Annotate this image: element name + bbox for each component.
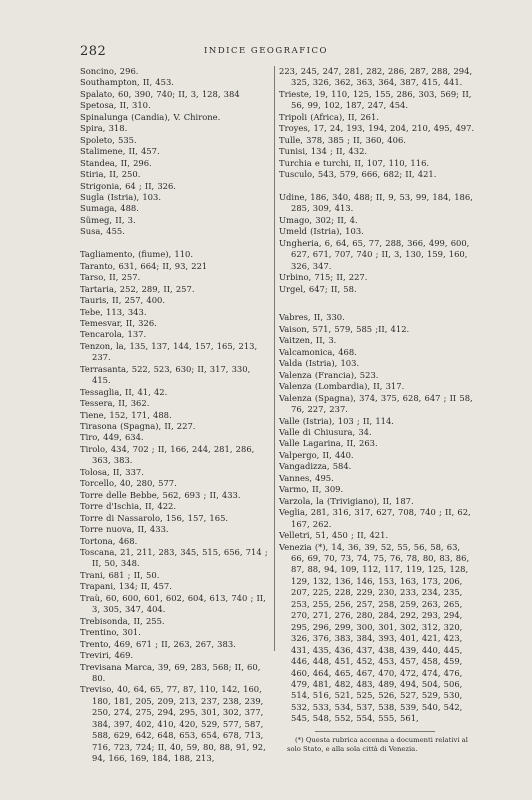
index-entry: Spinalunga (Candia), V. Chirone. xyxy=(80,111,221,122)
index-entry: Torre d'Ischia, II, 422. xyxy=(80,501,177,512)
index-entry: Troyes, 17, 24, 193, 194, 204, 210, 495, 497. xyxy=(279,123,475,134)
index-entry: Torre di Nassarolo, 156, 157, 165. xyxy=(80,512,229,523)
index-entry: Vaitzen, II, 3. xyxy=(279,335,337,346)
index-entry: Terrasanta, 522, 523, 630; II, 317, 330, 415. xyxy=(80,363,251,386)
index-entry: Valenza (Lombardia), II, 317. xyxy=(279,381,405,392)
index-entry: Trieste, 19, 110, 125, 155, 286, 303, 569; II, 56, 99, 102, 187, 247, 454. xyxy=(279,88,472,111)
index-entry: Tarso, II, 257. xyxy=(80,272,141,283)
index-entry: Umeld (Istria), 103. xyxy=(279,226,364,237)
index-entry: Tessera, II, 362. xyxy=(80,398,150,409)
index-entry: Valle Lagarina, II, 263. xyxy=(279,438,378,449)
index-entry: Taranto, 631, 664; II, 93, 221 xyxy=(80,260,208,271)
footnote-rule xyxy=(315,731,435,732)
index-entry: Trapani, 134; II, 457. xyxy=(80,581,172,592)
index-entry: Velletri, 51, 450 ; II, 421. xyxy=(279,530,389,541)
section-gap xyxy=(279,295,475,306)
index-entry: Tirasona (Spagna), II, 227. xyxy=(80,421,196,432)
index-entry: Valenza (Francia), 523. xyxy=(279,369,379,380)
index-entry: Tolosa, II, 337. xyxy=(80,466,144,477)
index-entry: Torcello, 40, 280, 577. xyxy=(80,478,177,489)
section-gap xyxy=(279,181,475,192)
index-entry: Valpergo, II, 440. xyxy=(279,449,354,460)
entries-t-continued xyxy=(279,66,475,181)
index-entry: Treviri, 469. xyxy=(80,650,134,661)
index-entry: Umago, 302; II, 4. xyxy=(279,214,358,225)
index-entry: Spetosa, II, 310. xyxy=(80,100,151,111)
index-entry: Tebe, 113, 343. xyxy=(80,306,147,317)
index-entry: Treviso, 40, 64, 65, 77, 87, 110, 142, 160, 180, 181, 205, 209, 213, 237, 238, 239, 250, 274, 275, 294, 295, 301, 302, 377, 384, 397, 402, 410, 420, 529, 577, 587, 588, 629, 642, 648, 653, 654, 678, 713, 716, 723, 724; II, 40, 59, 80, 88, 91, 92, 94, 166, 169, 184, 188, 213, xyxy=(80,684,266,764)
index-entry: Tortona, 468. xyxy=(80,535,138,546)
index-entry: Standea, II, 296. xyxy=(80,157,152,168)
left-column xyxy=(80,66,272,765)
index-entry: Tauris, II, 257, 400. xyxy=(80,295,166,306)
index-entry: Tunisi, 134 ; II, 432. xyxy=(279,146,368,157)
entries-v xyxy=(279,312,475,724)
index-entry: Torre nuova, II, 433. xyxy=(80,524,169,535)
index-entry: Varzola, la (Trivigiano), II, 187. xyxy=(279,495,414,506)
index-entry: Trevisana Marca, 39, 69, 283, 568; II, 60, 80. xyxy=(80,661,261,683)
index-entry: Vangadizza, 584. xyxy=(279,461,352,472)
index-entry: Urbino, 715; II, 227. xyxy=(279,272,368,283)
index-entry: Stalimene, II, 457. xyxy=(80,146,160,157)
index-entry: Tripoli (Africa), II, 261. xyxy=(279,111,380,122)
running-title: INDICE GEOGRAFICO xyxy=(204,46,328,56)
index-entry: Soncino, 296. xyxy=(80,66,139,76)
index-entry: Temesvar, II, 326. xyxy=(80,317,157,328)
index-entry: Torre delle Bebbe, 562, 693 ; II, 433. xyxy=(80,489,241,500)
index-entry: Ungheria, 6, 64, 65, 77, 288, 366, 499, 600, 627, 671, 707, 740 ; II, 3, 130, 159, 160, 326, 347. xyxy=(279,237,470,271)
index-entry: Tiro, 449, 634. xyxy=(80,432,144,443)
index-entry: Valcamonica, 468. xyxy=(279,346,357,357)
index-entry: Valda (Istria), 103. xyxy=(279,358,360,369)
page-number: 282 xyxy=(80,44,107,59)
index-entry: Strigonia, 64 ; II, 326. xyxy=(80,180,176,191)
index-entry: Vabres, II, 330. xyxy=(279,312,345,323)
column-divider xyxy=(274,66,275,651)
right-column xyxy=(279,66,475,754)
index-entry: Tartaria, 252, 289, II, 257. xyxy=(80,283,195,294)
footnote: (*) Questa rubrica accenna a documenti relativi al solo Stato, e alla sola città di Venezia. xyxy=(287,735,468,753)
index-entry: Sümeg, II, 3. xyxy=(80,214,136,225)
index-entry: Toscana, 21, 211, 283, 345, 515, 656, 714 ; II, 50, 348. xyxy=(80,547,268,569)
entries-u xyxy=(279,192,475,295)
index-entry: Spoleto, 535. xyxy=(80,134,137,145)
index-entry: Susa, 455. xyxy=(80,226,125,237)
index-entry: Spira, 318. xyxy=(80,123,128,134)
index-entry: Vannes, 495. xyxy=(279,472,334,483)
index-entry: Spalato, 60, 390, 740; II, 3, 128, 384 xyxy=(80,88,240,99)
index-entry: Trentino, 301. xyxy=(80,627,141,638)
index-entry: Sumaga, 488. xyxy=(80,203,139,214)
index-entry: Turchia e turchi, II, 107, 110, 116. xyxy=(279,157,430,168)
index-entry: Tiene, 152, 171, 488. xyxy=(80,409,172,420)
page-header xyxy=(0,44,532,62)
index-entry: Trani, 681 ; II, 50. xyxy=(80,569,160,580)
index-entry: Venezia (*), 14, 36, 39, 52, 55, 56, 58, 63, 66, 69, 70, 73, 74, 75, 76, 78, 80, 83, 86, 87, 88, 94, 109, 112, 117, 119, 125, 128, 129, 132, 136, 146, 153, 163, 173, 206, 207, 225, 228, 229, 230, 233, 234, 235, 253, 255, 256, 257, 258, 259, 263, 265, 270, 271, 276, 280, 284, 292, 293, 294, 295, 296, 299, 300, 301, 302, 312, 320, 326, 376, 383, 384, 393, 401, 421, 423, 431, 435, 436, 437, 438, 439, 440, 445, 446, 448, 451, 452, 453, 457, 458, 459, 460, 464, 465, 467, 470, 472, 474, 476, 479, 481, 482, 483, 489, 494, 504, 506, 514, 516, 521, 525, 526, 527, 529, 530, 532, 533, 534, 537, 538, 539, 540, 542, 545, 548, 552, 554, 555, 561, xyxy=(279,541,470,724)
index-entry: Traù, 60, 600, 601, 602, 604, 613, 740 ; II, 3, 305, 347, 404. xyxy=(80,592,266,615)
index-entry: Varmo, II, 309. xyxy=(279,484,344,495)
index-entry: Stiria, II, 250. xyxy=(80,169,141,180)
index-entry: Trebisonda, II, 255. xyxy=(80,615,165,626)
index-entry: Trento, 469, 671 ; II, 263, 267, 383. xyxy=(80,638,236,649)
index-entry: Vaison, 571, 579, 585 ;II, 412. xyxy=(279,323,410,334)
index-entry: Valle (Istria), 103 ; II, 114. xyxy=(279,415,394,426)
index-entry: 223, 245, 247, 281, 282, 286, 287, 288, 294, 325, 326, 362, 363, 364, 387, 415, 441. xyxy=(279,66,473,88)
index-entry: Tagliamento, (fiume), 110. xyxy=(80,249,194,260)
index-entry: Southampton, II, 453. xyxy=(80,77,174,88)
index-entry: Veglia, 281, 316, 317, 627, 708, 740 ; II, 62, 167, 262. xyxy=(279,507,471,529)
index-entry: Urgel, 647; II, 58. xyxy=(279,283,357,294)
index-entry: Tirolo, 434, 702 ; II, 166, 244, 281, 286, 363, 383. xyxy=(80,443,255,466)
index-entry: Udine, 186, 340, 488; II, 9, 53, 99, 184, 186, 285, 309, 413. xyxy=(279,191,473,214)
index-entry: Tulle, 378, 385 ; II, 360, 406. xyxy=(279,134,406,145)
section-gap xyxy=(80,238,272,249)
index-entry: Tenzon, la, 135, 137, 144, 157, 165, 213, 237. xyxy=(80,340,258,363)
index-entry: Valenza (Spagna), 374, 375, 628, 647 ; II 58, 76, 227, 237. xyxy=(279,392,473,415)
index-entry: Tusculo, 543, 579, 666, 682; II, 421. xyxy=(279,169,437,180)
index-entry: Valle di Chiusura, 34. xyxy=(279,427,372,438)
index-entry: Tencarola, 137. xyxy=(80,329,147,340)
index-entry: Tessaglia, II, 41, 42. xyxy=(80,386,168,397)
index-entry: Sugla (Istria), 103. xyxy=(80,191,161,202)
